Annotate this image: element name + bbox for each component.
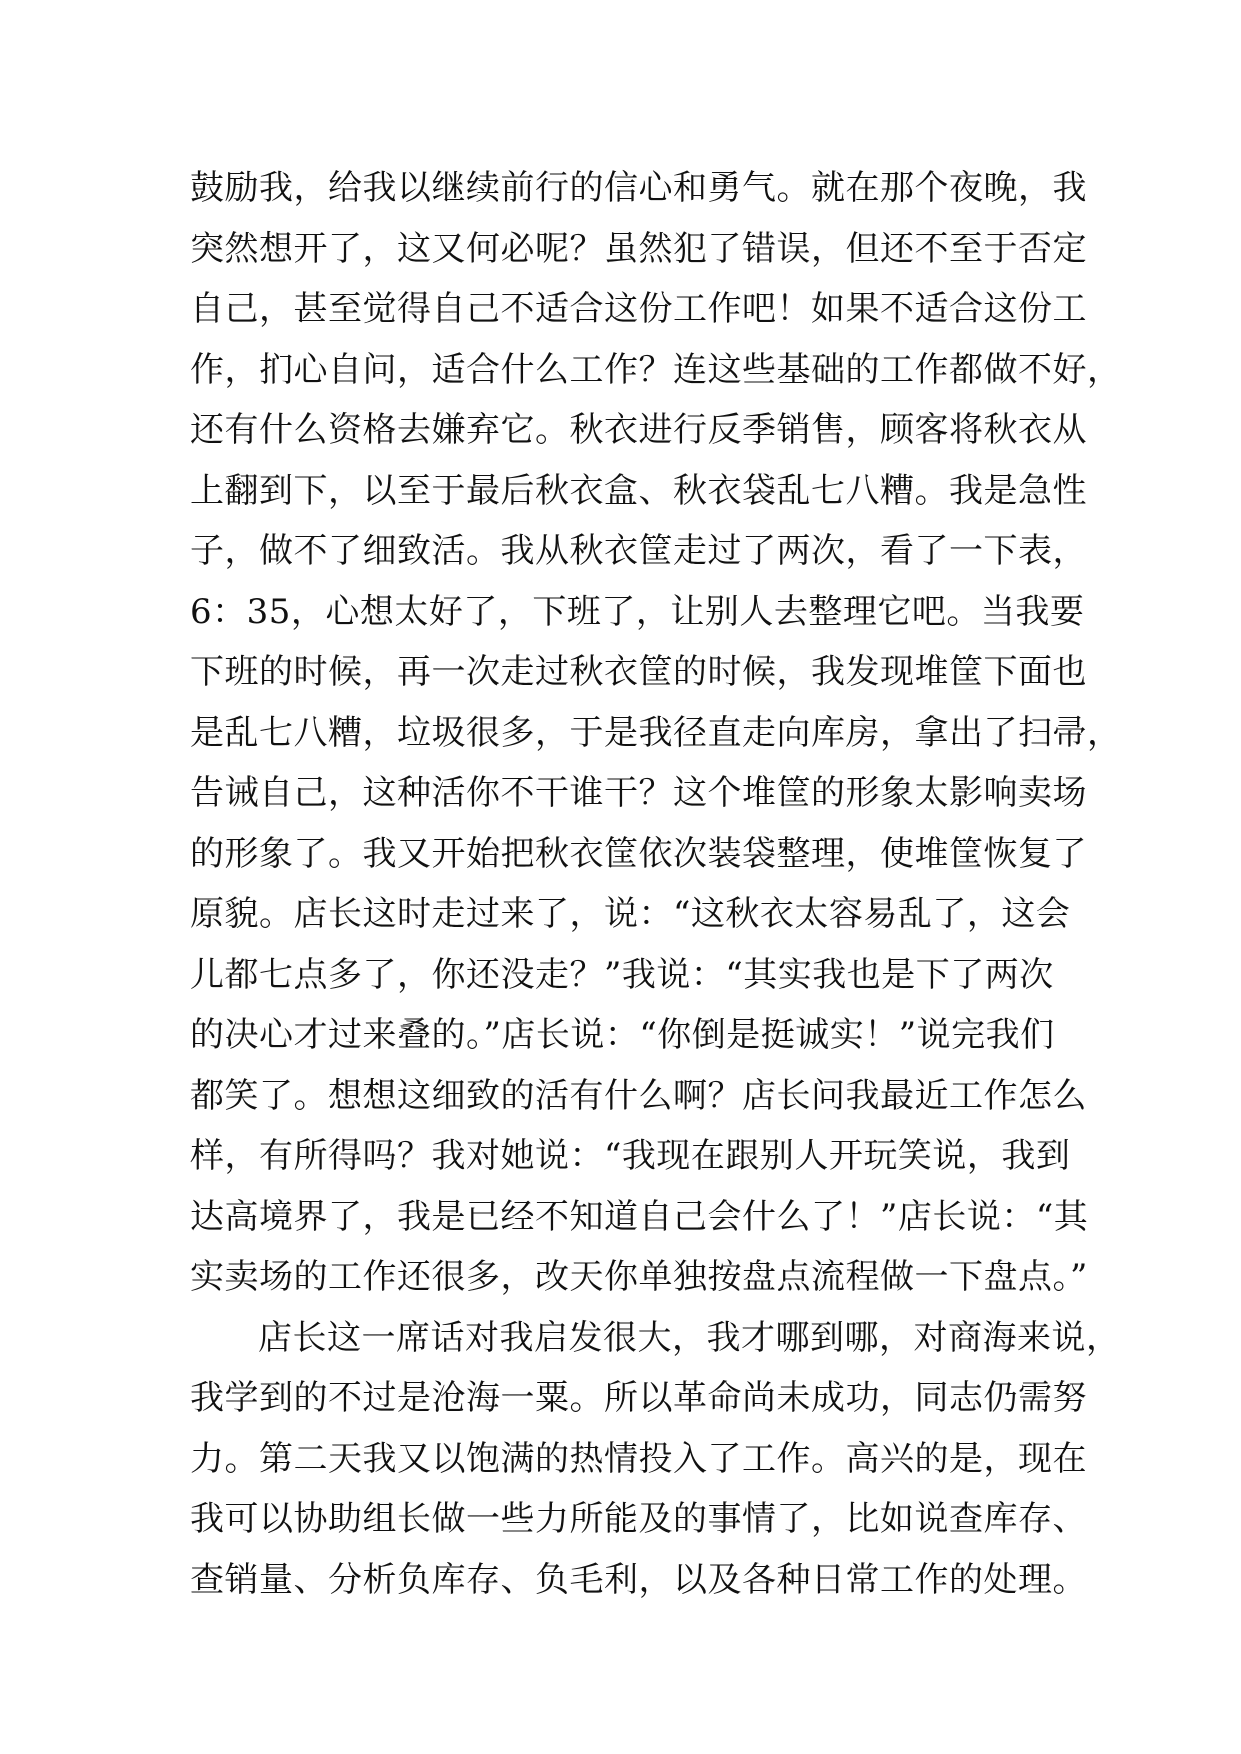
text-line: 原貌。店长这时走过来了，说：“这秋衣太容易乱了，这会 — [190, 894, 1071, 934]
text-line: 还有什么资格去嫌弃它。秋衣进行反季销售，顾客将秋衣从 — [190, 410, 1087, 450]
text-line: 鼓励我，给我以继续前行的信心和勇气。就在那个夜晚，我 — [190, 168, 1087, 208]
text-line: 都笑了。想想这细致的活有什么啊？店长问我最近工作怎么 — [190, 1075, 1087, 1116]
text-line: 查销量、分析负库存、负毛利，以及各种日常工作的处理。 — [190, 1559, 1087, 1600]
text-line: 突然想开了，这又何必呢？虽然犯了错误，但还不至于否定 — [190, 228, 1087, 269]
text-line: 是乱七八糟，垃圾很多，于是我径直走向库房，拿出了扫帚， — [190, 712, 1122, 753]
text-line: 的形象了。我又开始把秋衣筐依次装袋整理，使堆筐恢复了 — [190, 833, 1087, 874]
text-line: 自己，甚至觉得自己不适合这份工作吧！如果不适合这份工 — [190, 289, 1087, 329]
text-line: 达高境界了，我是已经不知道自己会什么了！”店长说：“其 — [190, 1196, 1089, 1237]
text-line: 上翻到下，以至于最后秋衣盒、秋衣袋乱七八糟。我是急性 — [190, 470, 1087, 511]
text-line: 实卖场的工作还很多，改天你单独按盘点流程做一下盘点。” — [190, 1257, 1088, 1297]
text-line: 子，做不了细致活。我从秋衣筐走过了两次，看了一下表， — [190, 531, 1087, 571]
text-line: 作，扪心自问，适合什么工作？连这些基础的工作都做不好， — [190, 349, 1122, 390]
text-line: 下班的时候，再一次走过秋衣筐的时候，我发现堆筐下面也 — [190, 652, 1087, 692]
text-line: 样，有所得吗？我对她说：“我现在跟别人开玩笑说，我到 — [190, 1136, 1071, 1176]
text-line: 的决心才过来叠的。”店长说：“你倒是挺诚实！”说完我们 — [190, 1015, 1055, 1055]
text-line: 我可以协助组长做一些力所能及的事情了，比如说查库存、 — [190, 1499, 1087, 1539]
text-line: 我学到的不过是沧海一粟。所以革命尚未成功，同志仍需努 — [190, 1378, 1087, 1418]
body-text — [190, 158, 1122, 1610]
text-line: 告诫自己，这种活你不干谁干？这个堆筐的形象太影响卖场 — [190, 773, 1087, 813]
text-line: 儿都七点多了，你还没走？”我说：“其实我也是下了两次 — [190, 954, 1054, 995]
paragraph-first-line: 店长这一席话对我启发很大，我才哪到哪，对商海来说， — [258, 1317, 1121, 1358]
text-line: 力。第二天我又以饱满的热情投入了工作。高兴的是，现在 — [190, 1438, 1087, 1479]
text-line: 6：35，心想太好了，下班了，让别人去整理它吧。当我要 — [190, 591, 1085, 632]
